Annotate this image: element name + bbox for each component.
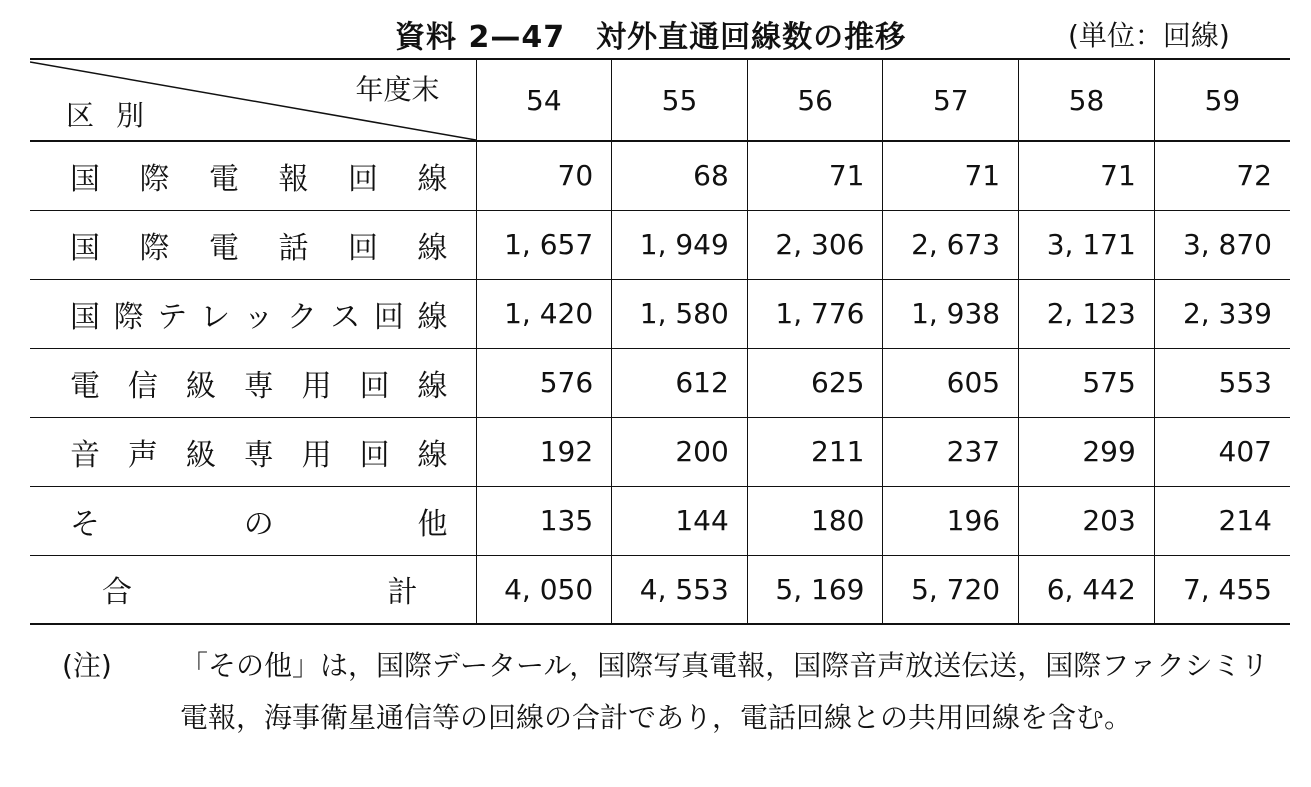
table-cell: 605 bbox=[883, 348, 1019, 417]
row-label: 国際電報回線 bbox=[70, 161, 448, 197]
table-cell: 237 bbox=[883, 417, 1019, 486]
header-row bbox=[30, 59, 1290, 141]
table-row bbox=[30, 210, 1290, 279]
table-cell: 71 bbox=[1019, 141, 1155, 210]
year-header-58: 58 bbox=[1019, 59, 1155, 141]
document-title: 資料 2—47 対外直通回線数の推移 bbox=[395, 20, 907, 55]
year-header-54: 54 bbox=[476, 59, 612, 141]
table-row bbox=[30, 486, 1290, 555]
table-cell: 1, 420 bbox=[476, 279, 612, 348]
table-cell: 200 bbox=[612, 417, 748, 486]
table-cell: 68 bbox=[612, 141, 748, 210]
year-header-59: 59 bbox=[1154, 59, 1290, 141]
table-cell: 1, 949 bbox=[612, 210, 748, 279]
row-label: 国際電話回線 bbox=[70, 230, 448, 266]
row-label: 電信級専用回線 bbox=[70, 368, 448, 404]
table-cell: 5, 169 bbox=[747, 555, 883, 624]
table-cell: 180 bbox=[747, 486, 883, 555]
corner-header-cell bbox=[30, 59, 476, 141]
table-row bbox=[30, 348, 1290, 417]
row-label: 合計 bbox=[102, 575, 418, 611]
table-cell: 2, 123 bbox=[1019, 279, 1155, 348]
table-cell: 144 bbox=[612, 486, 748, 555]
table-cell: 576 bbox=[476, 348, 612, 417]
total-row bbox=[30, 555, 1290, 624]
table-cell: 71 bbox=[883, 141, 1019, 210]
table-cell: 2, 306 bbox=[747, 210, 883, 279]
table-cell: 7, 455 bbox=[1154, 555, 1290, 624]
table-cell: 214 bbox=[1154, 486, 1290, 555]
table-row bbox=[30, 141, 1290, 210]
table-cell: 553 bbox=[1154, 348, 1290, 417]
year-header-55: 55 bbox=[612, 59, 748, 141]
table-cell: 5, 720 bbox=[883, 555, 1019, 624]
table-row bbox=[30, 279, 1290, 348]
year-header-57: 57 bbox=[883, 59, 1019, 141]
table-cell: 3, 171 bbox=[1019, 210, 1155, 279]
table-row bbox=[30, 417, 1290, 486]
table-cell: 203 bbox=[1019, 486, 1155, 555]
table-cell: 2, 673 bbox=[883, 210, 1019, 279]
unit-label: (単位：回線) bbox=[1068, 19, 1230, 52]
table-cell: 1, 580 bbox=[612, 279, 748, 348]
table-cell: 407 bbox=[1154, 417, 1290, 486]
table-cell: 192 bbox=[476, 417, 612, 486]
circuit-count-table bbox=[30, 58, 1290, 625]
corner-label-category: 区別 bbox=[66, 99, 167, 132]
table-cell: 4, 050 bbox=[476, 555, 612, 624]
table-cell: 3, 870 bbox=[1154, 210, 1290, 279]
footnote-marker: (注) bbox=[62, 649, 112, 682]
table-cell: 299 bbox=[1019, 417, 1155, 486]
row-label: その他 bbox=[70, 506, 448, 542]
table-cell: 196 bbox=[883, 486, 1019, 555]
table-cell: 4, 553 bbox=[612, 555, 748, 624]
table-cell: 211 bbox=[747, 417, 883, 486]
footnote bbox=[62, 640, 1294, 744]
table-cell: 72 bbox=[1154, 141, 1290, 210]
table-cell: 71 bbox=[747, 141, 883, 210]
row-label: 音声級専用回線 bbox=[70, 437, 448, 473]
table-cell: 575 bbox=[1019, 348, 1155, 417]
table-cell: 612 bbox=[612, 348, 748, 417]
table-cell: 135 bbox=[476, 486, 612, 555]
table-cell: 2, 339 bbox=[1154, 279, 1290, 348]
table-cell: 1, 938 bbox=[883, 279, 1019, 348]
table-cell: 6, 442 bbox=[1019, 555, 1155, 624]
table-cell: 70 bbox=[476, 141, 612, 210]
table-cell: 625 bbox=[747, 348, 883, 417]
year-header-56: 56 bbox=[747, 59, 883, 141]
row-label: 国際テレックス回線 bbox=[70, 299, 448, 335]
corner-label-year-end: 年度末 bbox=[355, 73, 440, 106]
table-cell: 1, 657 bbox=[476, 210, 612, 279]
footnote-text: 「その他」は，国際データール，国際写真電報，国際音声放送伝送，国際ファクシミリ電報，海事衛星通信等の回線の合計であり，電話回線との共用回線を含む。 bbox=[180, 649, 1269, 734]
table-cell: 1, 776 bbox=[747, 279, 883, 348]
